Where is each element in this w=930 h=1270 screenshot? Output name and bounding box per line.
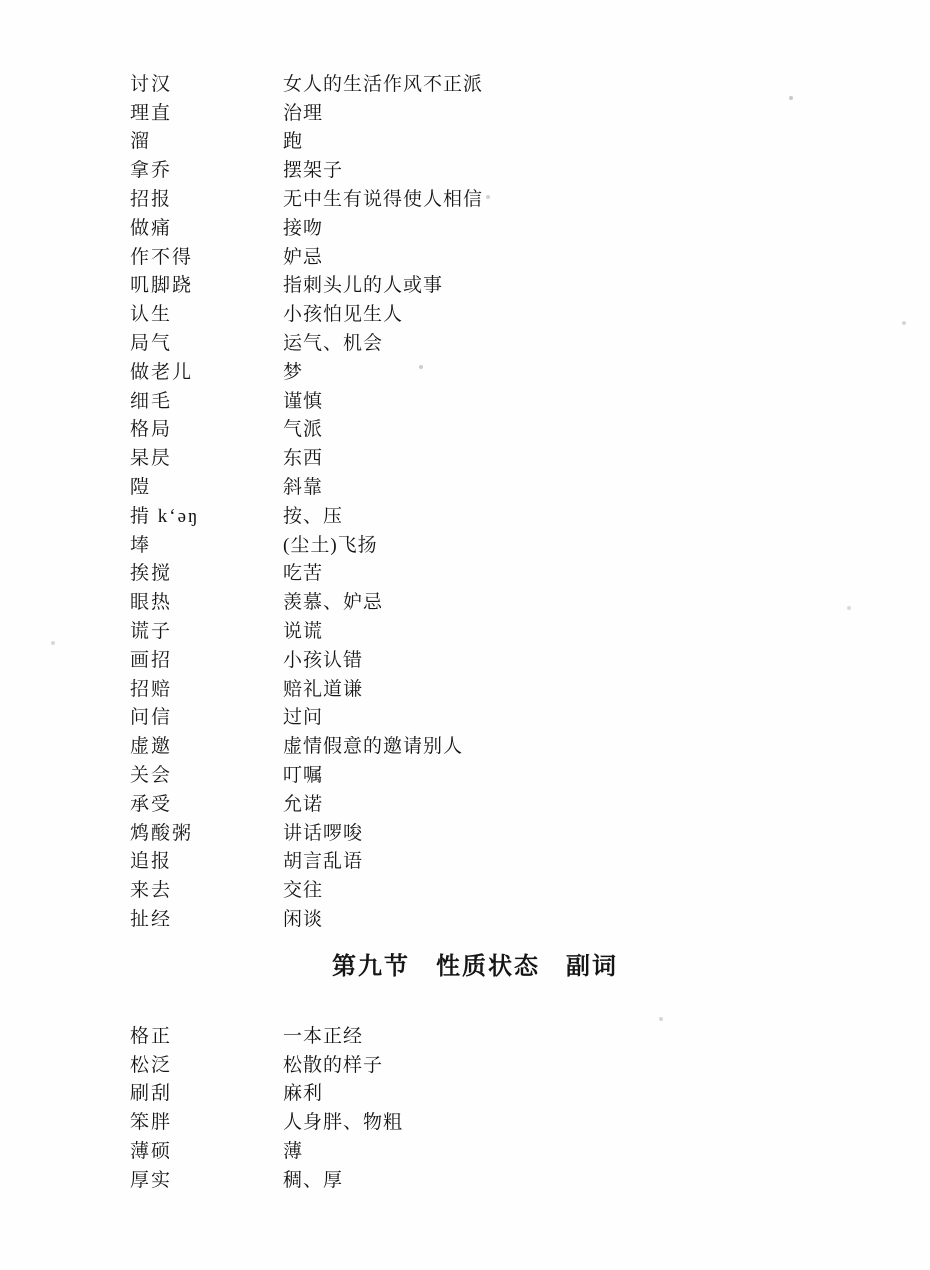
glossary-row	[130, 586, 930, 615]
dialect-word: 细毛	[130, 390, 173, 412]
glossary-row	[130, 212, 930, 241]
definition-text: 斜靠	[283, 477, 324, 499]
definition-text: 一本正经	[283, 1025, 364, 1047]
definition-text: 接吻	[283, 217, 324, 239]
definition-text: 人身胖、物粗	[283, 1112, 404, 1134]
definition-text: 无中生有说得使人相信	[283, 189, 484, 211]
glossary-row	[130, 817, 930, 846]
dialect-word: 拿乔	[130, 160, 173, 182]
glossary-row	[130, 903, 930, 932]
glossary-row	[130, 730, 930, 759]
definition-text: 胡言乱语	[283, 851, 364, 873]
definition-text: 赔礼道谦	[283, 678, 364, 700]
dialect-word: 局气	[130, 333, 173, 355]
glossary-row	[130, 1164, 930, 1193]
dialect-word: 薄硕	[130, 1140, 173, 1162]
dialect-word: 掯 k‘əŋ	[130, 505, 200, 527]
definition-text: 讲话啰唆	[283, 822, 364, 844]
dialect-word: 刷刮	[130, 1083, 173, 1105]
dialect-word: 叽脚跷	[130, 275, 194, 297]
definition-text: 运气、机会	[283, 333, 384, 355]
dialect-word: 理直	[130, 102, 173, 124]
dialect-word: 笨胖	[130, 1112, 173, 1134]
definition-text: 交往	[283, 880, 324, 902]
dialect-word: 作不得	[130, 246, 194, 268]
glossary-row	[130, 241, 930, 270]
glossary-row	[130, 644, 930, 673]
glossary-row	[130, 846, 930, 875]
definition-text: 吃苦	[283, 563, 324, 585]
glossary-row	[130, 759, 930, 788]
glossary-row	[130, 442, 930, 471]
glossary-row	[130, 154, 930, 183]
dialect-word: 画招	[130, 649, 173, 671]
definition-text: 谨慎	[283, 390, 324, 412]
glossary-row	[130, 68, 930, 97]
dialect-word: 鸩酸粥	[130, 822, 194, 844]
dialect-word: 追报	[130, 851, 173, 873]
dialect-word: 认生	[130, 304, 173, 326]
definition-text: 松散的样子	[283, 1054, 384, 1076]
definition-text: 允诺	[283, 793, 324, 815]
dialect-word: 松泛	[130, 1054, 173, 1076]
definition-text: 叮嘱	[283, 765, 324, 787]
glossary-row	[130, 1106, 930, 1135]
glossary-row	[130, 702, 930, 731]
glossary-row	[130, 327, 930, 356]
dialect-word: 谎子	[130, 621, 173, 643]
definition-text: 跑	[283, 131, 304, 153]
glossary-section-adjectives	[130, 1020, 930, 1193]
glossary-row	[130, 558, 930, 587]
glossary-row	[130, 615, 930, 644]
dialect-word: 格正	[130, 1025, 173, 1047]
glossary-row	[130, 788, 930, 817]
definition-text: 麻利	[283, 1083, 324, 1105]
dialect-word: 格局	[130, 419, 173, 441]
dialect-word: 厚实	[130, 1169, 173, 1191]
dialect-word: 来去	[130, 880, 173, 902]
definition-text: 闲谈	[283, 909, 324, 930]
glossary-row	[130, 414, 930, 443]
glossary-row	[130, 874, 930, 903]
glossary-row	[130, 183, 930, 212]
definition-text: 虚情假意的邀请别人	[283, 736, 464, 758]
definition-text: 羡慕、妒忌	[283, 592, 384, 614]
dialect-word: 溜	[130, 131, 152, 153]
definition-text: 摆架子	[283, 160, 344, 182]
definition-text: 妒忌	[283, 246, 324, 268]
scan-speckle-artifacts	[0, 0, 2, 2]
definition-text: 梦	[283, 361, 304, 383]
dialect-word: 隑	[130, 477, 152, 499]
definition-text: 稠、厚	[283, 1169, 344, 1191]
dialect-word: 做老儿	[130, 361, 194, 383]
definition-text: 东西	[283, 448, 324, 470]
definition-text: 治理	[283, 102, 324, 124]
definition-text: 气派	[283, 419, 324, 441]
dialect-word: 虚邀	[130, 736, 173, 758]
glossary-row	[130, 356, 930, 385]
dialect-word: 招赔	[130, 678, 173, 700]
definition-text: (尘土)飞扬	[283, 534, 378, 556]
definition-text: 指刺头儿的人或事	[283, 275, 444, 297]
glossary-row	[130, 270, 930, 299]
glossary-row	[130, 471, 930, 500]
dialect-word: 眼热	[130, 592, 173, 614]
dialect-word: 问信	[130, 707, 173, 729]
glossary-row	[130, 529, 930, 558]
glossary-row	[130, 97, 930, 126]
definition-text: 说谎	[283, 621, 324, 643]
definition-text: 按、压	[283, 505, 344, 527]
glossary-row	[130, 1078, 930, 1107]
definition-text: 小孩认错	[283, 649, 364, 671]
dialect-word: 做痛	[130, 217, 173, 239]
glossary-row	[130, 1135, 930, 1164]
dialect-word: 扯经	[130, 909, 173, 930]
dialect-word: 承受	[130, 793, 173, 815]
dialect-word: 招报	[130, 189, 173, 211]
definition-text: 小孩怕见生人	[283, 304, 404, 326]
glossary-section-verbs	[130, 0, 930, 932]
dialect-word: 杲昃	[130, 448, 173, 470]
definition-text: 薄	[283, 1140, 304, 1162]
glossary-row	[130, 500, 930, 529]
dialect-word: 挨搅	[130, 563, 173, 585]
glossary-row	[130, 385, 930, 414]
definition-text: 女人的生活作风不正派	[283, 73, 484, 95]
dialect-word: 讨汉	[130, 73, 173, 95]
dialect-word: 关会	[130, 765, 173, 787]
dialect-word: 埲	[130, 534, 152, 556]
glossary-row	[130, 1049, 930, 1078]
glossary-row	[130, 126, 930, 155]
glossary-row	[130, 298, 930, 327]
glossary-row	[130, 1020, 930, 1049]
section-heading: 第九节 性质状态 副词	[332, 953, 618, 980]
definition-text: 过问	[283, 707, 324, 729]
glossary-row	[130, 673, 930, 702]
